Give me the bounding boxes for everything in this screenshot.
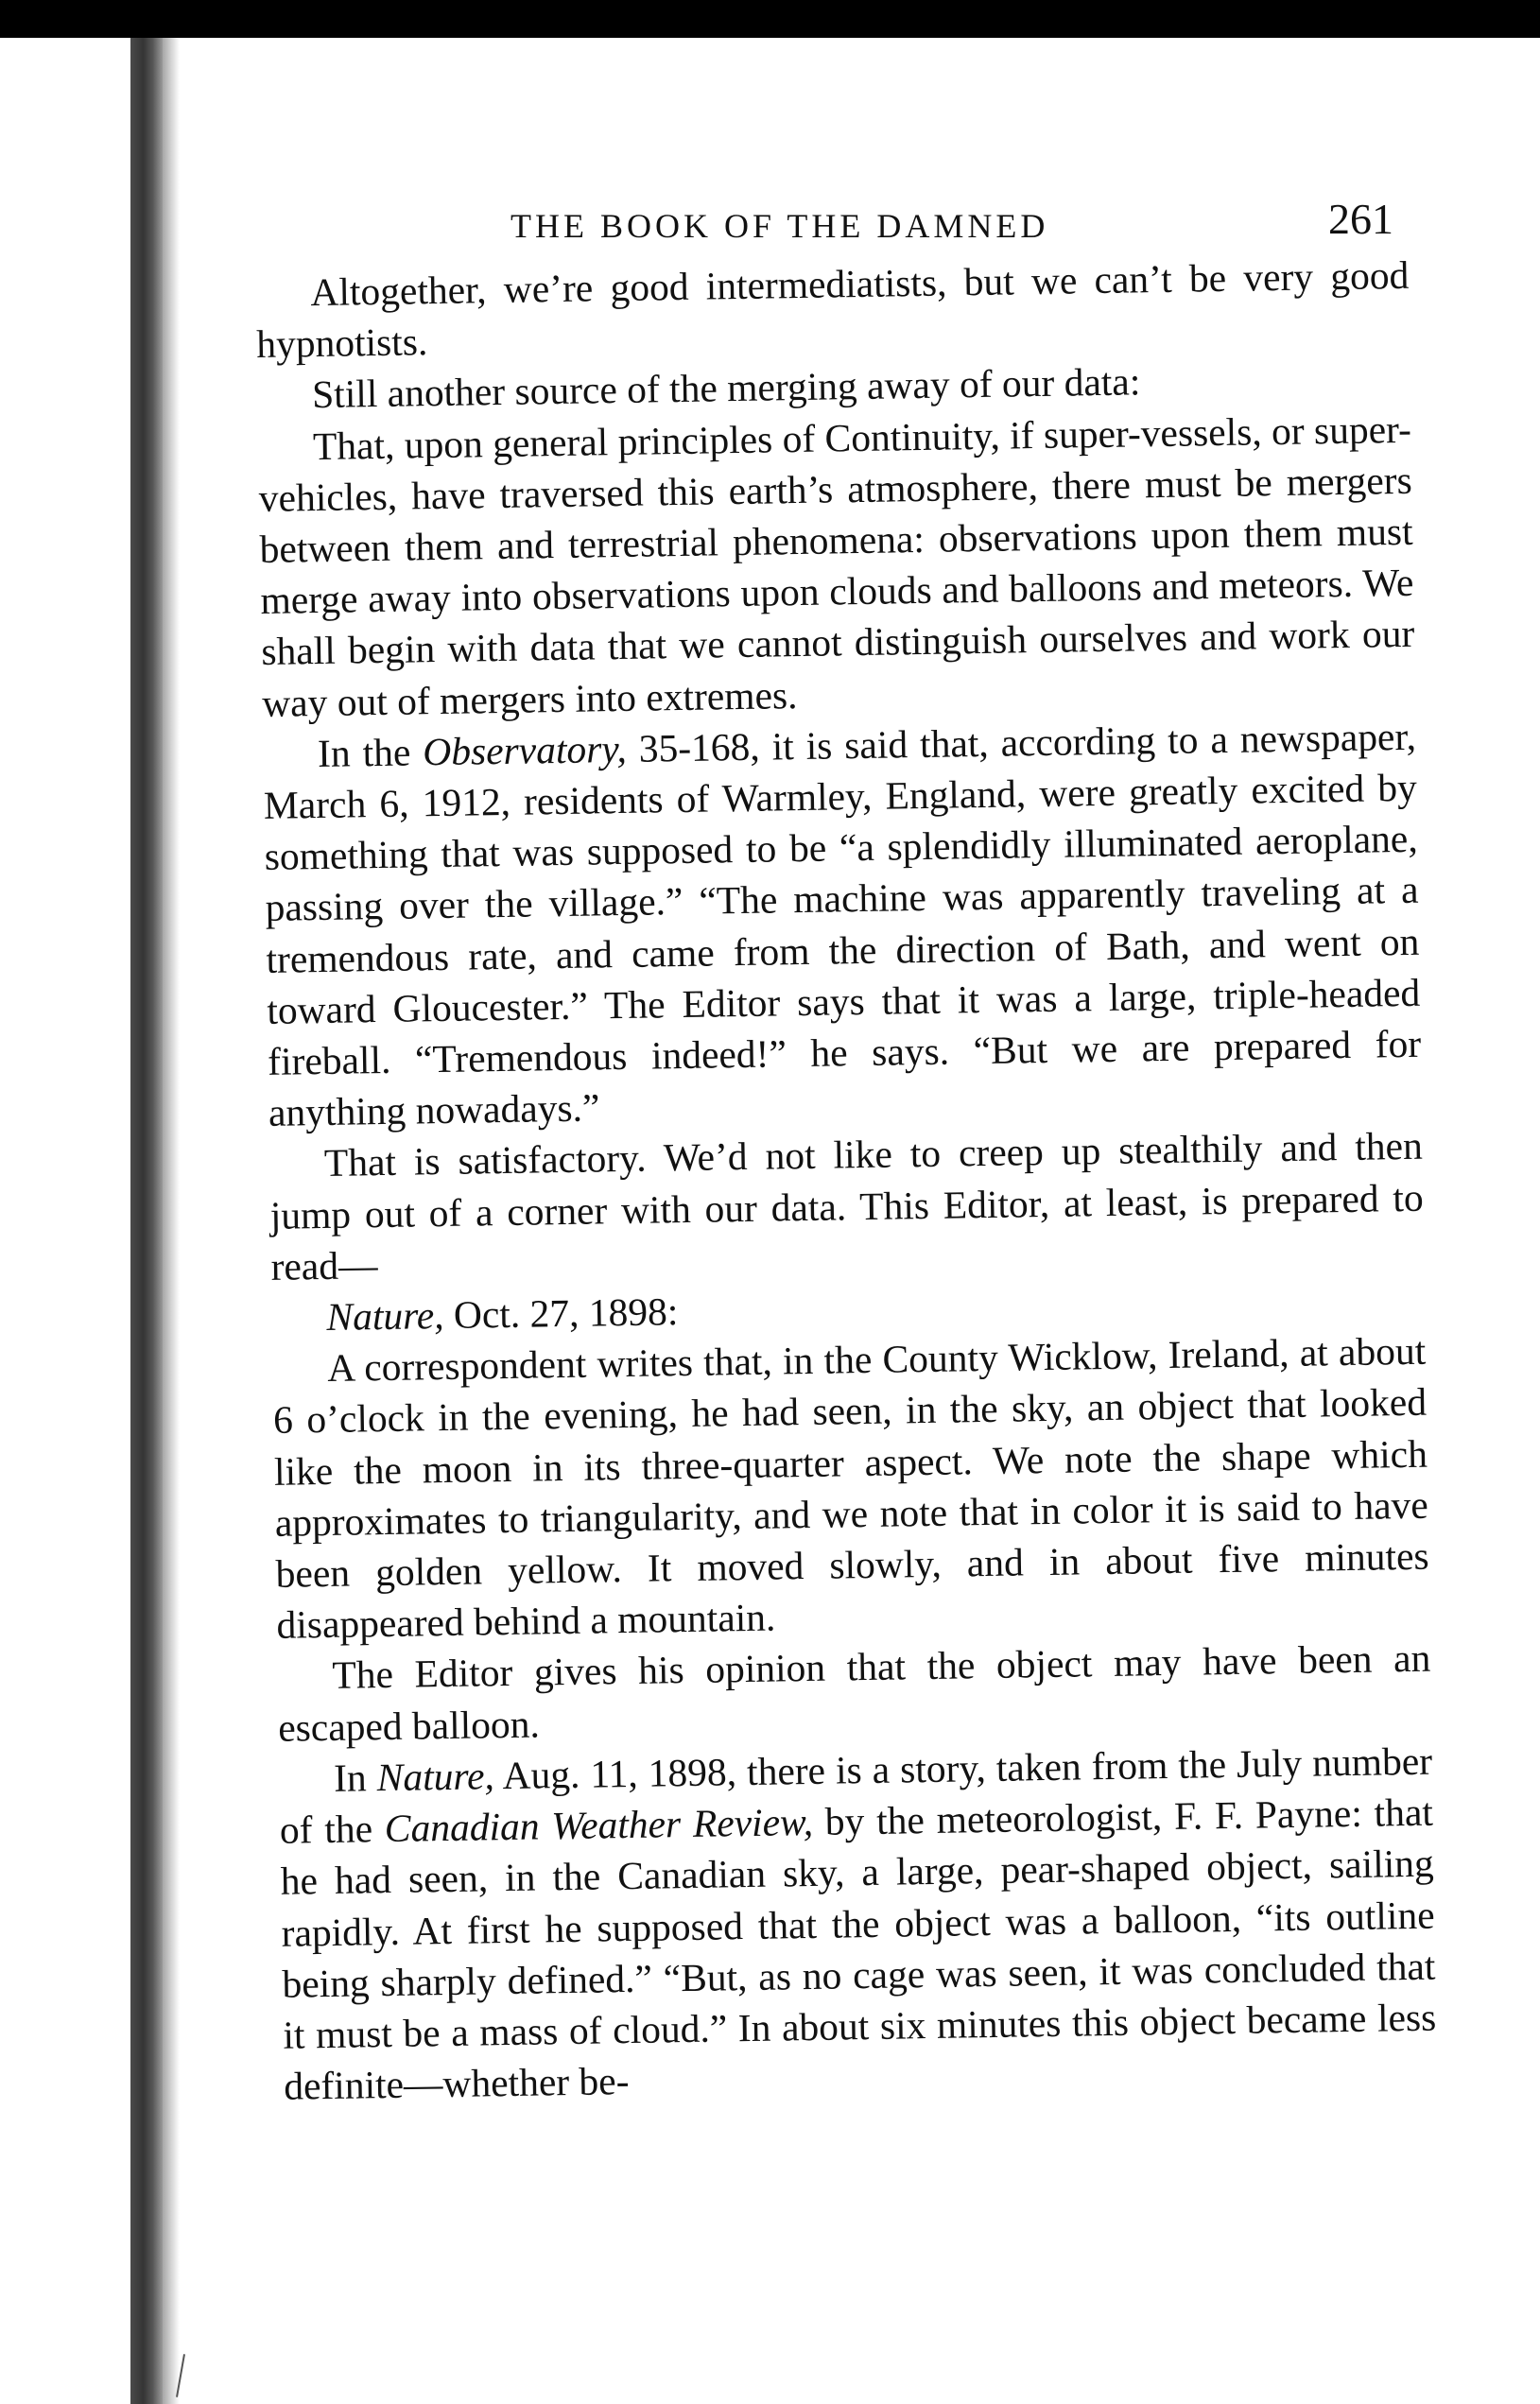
text-run: Oct. 27, 1898: [443, 1289, 679, 1338]
paragraph: Altogether, we’re good intermediatists, but we can’t be very good hypnotists. [255, 252, 1410, 367]
body-text [255, 250, 1437, 2112]
paragraph [279, 1736, 1438, 2113]
journal-title: Canadian Weather Review, [384, 1800, 814, 1851]
scan-mark [176, 2354, 185, 2397]
text-run: In [333, 1755, 378, 1800]
journal-title: Nature, [326, 1293, 444, 1340]
paragraph: That is satisfactory. We’d not like to creep up stealthily and then jump out of a corner with our data. This Editor, at least, is prepared to read— [269, 1124, 1424, 1288]
paragraph: A correspondent writes that, in the County Wicklow, Ireland, at about 6 o’clock in the evening, he had seen, in the sky, an object that looked like the moon in its three-quarter aspect. We note the shape which approximates to triangularity, and we note that in color it is said to have been golden yellow. It moved slowly, and in about five minutes disappeared behind a mountain. [272, 1328, 1429, 1648]
paragraph [263, 711, 1423, 1139]
text-run: In the [317, 730, 424, 775]
journal-title: Observatory, [422, 726, 628, 774]
paragraph: The Editor gives his opinion that the object may have been an escaped balloon. [277, 1636, 1431, 1750]
page-number: 261 [1328, 195, 1393, 243]
running-head: THE BOOK OF THE DAMNED [510, 207, 1049, 245]
text-run: by the meteorologist, F. F. Payne: that he had seen, in the Canadian sky, a large, pear-shaped object, sailing rapidly. At first he supposed that the object was a balloon, “its outline being sharply defined.” “But, as no cage was seen, it was concluded that it must be a mass of cloud.” In about six minutes this object became less definite—whether be- [280, 1790, 1437, 2108]
paragraph: Still another source of the merging away of our data: [311, 359, 1141, 417]
paragraph: That, upon general principles of Continuity, if super-vessels, or super-vehicles, have traversed this earth’s atmosphere, there must be mergers between them and terrestrial phenomena: observations upon them must merge away into observations upon clouds and balloons and meteors. We shall begin with data that we cannot distinguish ourselves and work our way out of mergers into extremes. [258, 406, 1415, 725]
text-run: 35-168, it is said that, according to a newspaper, March 6, 1912, residents of Warmley, England, were greatly excited by something that was supposed to be “a splendidly illuminated aeroplane, passing over the village.” “The machine was apparently traveling at a tremendous rate, and came from the direction of Bath, and went on toward Gloucester.” The Editor says that it was a large, triple-headed fireball. “Tremendous indeed!” he says. “But we are prepared for anything nowadays.” [263, 714, 1422, 1135]
journal-title: Nature, [376, 1754, 495, 1800]
text-run: Aug. 11, 1898, there is a story, taken from the July number of the [279, 1738, 1433, 1852]
